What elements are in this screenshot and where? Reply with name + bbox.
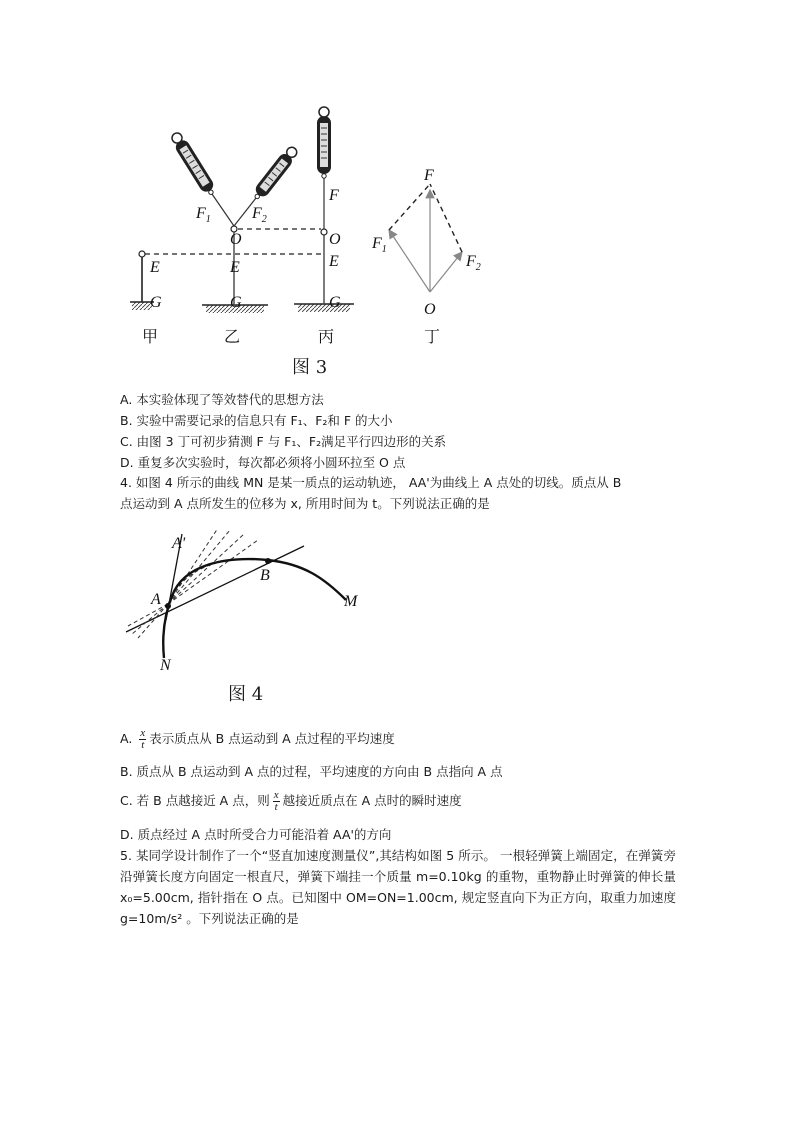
label-G-jia: G [150,294,162,311]
label-G-yi: G [230,294,242,311]
option-3C: C. 由图 3 丁可初步猜测 F 与 F₁、F₂满足平行四边形的关系 [120,434,447,449]
panel-label-jia: 甲 [142,329,159,346]
panel-ding [371,167,481,318]
question-4-line2: 点运动到 A 点所发生的位移为 x, 所用时间为 t。下列说法正确的是 [120,496,490,511]
option-4C-prefix: C. 若 B 点越接近 A 点，则 [120,793,270,808]
label-F1-yi: $F_1$ [196,205,211,225]
option-4D: D. 质点经过 A 点时所受合力可能沿着 AA'的方向 [120,827,392,842]
label-A: A [151,591,161,608]
spring-scale-left [168,130,218,198]
option-3A: A. 本实验体现了等效替代的思想方法 [120,392,324,407]
label-E-yi: E [230,259,240,276]
label-F-bing: F [329,187,339,204]
spring-scale-right [250,144,300,202]
label-E-jia: E [150,259,160,276]
label-A-prime: A' [172,535,186,552]
label-N: N [160,657,171,674]
question-4-line1: 4. 如图 4 所示的曲线 MN 是某一质点的运动轨迹， AA'为曲线上 A 点处的切线。质点从 B [120,475,622,490]
panel-bing [294,107,354,312]
option-4C-fraction [273,790,280,813]
option-3B: B. 实验中需要记录的信息只有 F₁、F₂和 F 的大小 [120,413,393,428]
option-4C-text: 越接近质点在 A 点时的瞬时速度 [282,793,462,808]
label-F-ding: F [424,167,434,184]
panel-label-yi: 乙 [224,329,241,346]
frac-num: x [273,789,279,801]
panel-label-ding: 丁 [424,329,441,346]
panel-yi [168,130,300,313]
label-F1-ding: $F_1$ [372,235,387,255]
label-G-bing: G [329,294,341,311]
frac-den: t [141,739,145,751]
panel-label-bing: 丙 [318,329,335,346]
label-E-bing: E [329,253,339,270]
frac-num: x [140,727,146,739]
figure-3-caption: 图 3 [292,357,328,378]
option-4A-fraction [139,728,146,751]
option-3D: D. 重复多次实验时，每次都必须将小圆环拉至 O 点 [120,455,406,470]
question-5: 5. 某同学设计制作了一个“竖直加速度测量仪”,其结构如图 5 所示。 一根轻弹簧上端固定，在弹簧旁沿弹簧长度方向固定一根直尺，弹簧下端挂一个质量 m=0.10kg 的重物，重物静止时弹簧的伸长量 x₀=5.00cm, 指针指在 O 点。已知图中 OM=ON=1.00cm, 规定竖直向下为正方向，取重力加速度 g=10m/s² 。下列说法正确的是 [120,848,676,926]
option-4A [120,728,395,751]
option-4C [120,790,462,813]
figure-4-caption: 图 4 [228,684,264,705]
label-B: B [260,567,270,584]
option-4B: B. 质点从 B 点运动到 A 点的过程，平均速度的方向由 B 点指向 A 点 [120,764,503,779]
label-F2-ding: $F_2$ [466,253,481,273]
label-O-ding: O [424,301,436,318]
label-O-bing: O [329,231,341,248]
label-F2-yi: $F_2$ [252,205,267,225]
option-4A-text: 表示质点从 B 点运动到 A 点过程的平均速度 [149,731,395,746]
frac-den: t [274,801,278,813]
label-O-yi: O [230,231,242,248]
figure-3 [118,100,508,355]
label-M: M [344,593,358,610]
option-4A-prefix: A. [120,731,133,746]
